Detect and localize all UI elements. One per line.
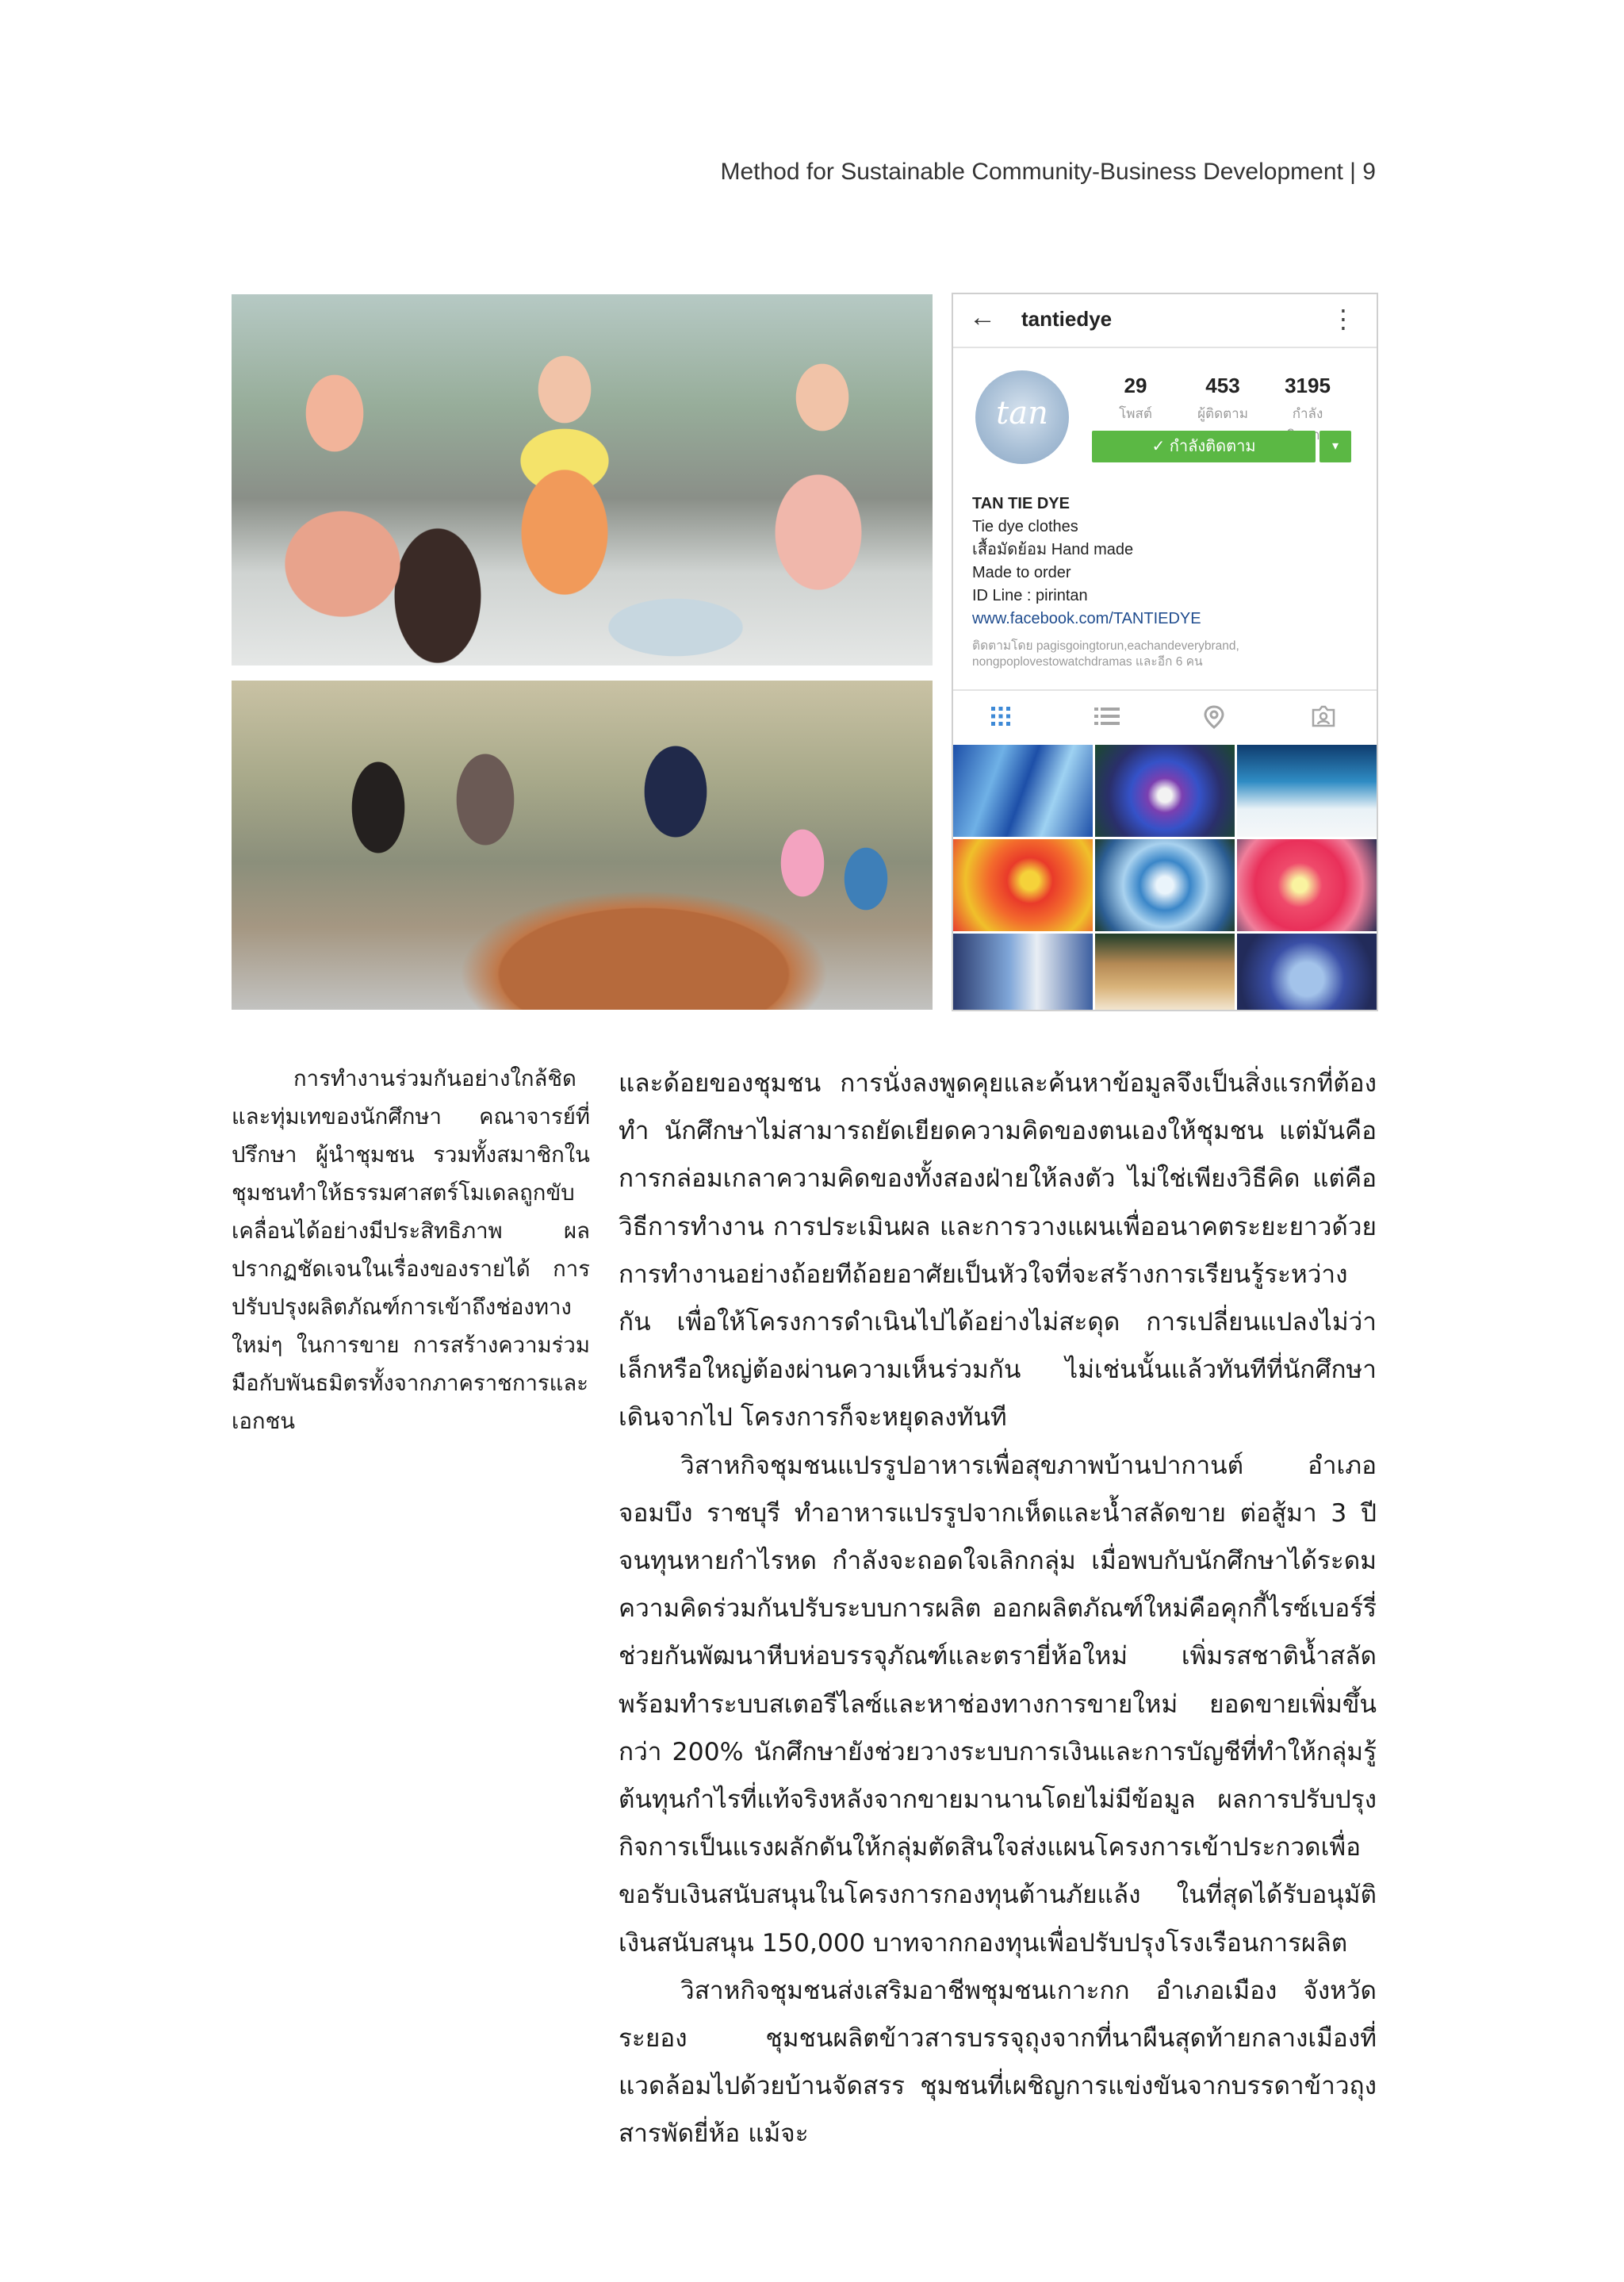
posts-count: 29: [1124, 374, 1147, 397]
followers-stat[interactable]: [1187, 374, 1258, 424]
body-paragraph: วิสาหกิจชุมชนส่งเสริมอาชีพชุมชนเกาะกก อำเภอเมือง จังหวัดระยอง ชุมชนผลิตข้าวสารบรรจุถุงจากที่นาผืนสุดท้ายกลางเมืองที่แวดล้อมไปด้วยบ้านจัดสรร ชุมชนที่เผชิญการแข่งขันจากบรรดาข้าวถุงสารพัดยี่ห้อ แม้จะ: [619, 1976, 1377, 2149]
sidebar-note: [232, 1060, 590, 1440]
post-thumbnail[interactable]: [1237, 745, 1377, 837]
instagram-top-bar: [953, 294, 1377, 348]
followed-by-text: [972, 637, 1361, 672]
profile-tabs: [953, 689, 1377, 743]
following-label: กำลัง า: [1292, 406, 1323, 443]
community-mushroom-photo: [232, 681, 933, 1010]
followed-by-line: ติดตามโดย pagisgoingtorun,eachandeverybrand,: [972, 639, 1239, 653]
body-paragraph: วิสาหกิจชุมชนแปรรูปอาหารเพื่อสุขภาพบ้านปากานต์ อำเภอจอมบึง ราชบุรี ทำอาหารแปรรูปจากเห็ดและน้ำสลัดขาย ต่อสู้มา 3 ปีจนทุนหายกำไรหด กำลังจะถอดใจเลิกกลุ่ม เมื่อพบกับนักศึกษาได้ระดมความคิดร่วมกันปรับระบบการผลิต ออกผลิตภัณฑ์ใหม่คือคุกกี้ไรซ์เบอร์รี่ ช่วยกันพัฒนาหีบห่อบรรจุภัณฑ์และตรายี่ห้อใหม่ เพิ่มรสชาติน้ำสลัด พร้อมทำระบบสเตอรีไลซ์และหาช่องทางการขายใหม่ ยอดขายเพิ่มขึ้นกว่า 200% นักศึกษายังช่วยวางระบบการเงินและการบัญชีที่ทำให้กลุ่มรู้ต้นทุนกำไรที่แท้จริงหลังจากขายมานานโดยไม่มีข้อมูล ผลการปรับปรุงกิจการเป็นแรงผลักดันให้กลุ่มตัดสินใจส่งแผนโครงการเข้าประกวดเพื่อขอรับเงินสนับสนุนในโครงการกองทุนต้านภัยแล้ง ในที่สุดได้รับอนุมัติเงินสนับสนุน 150,000 บาทจากกองทุนเพื่อปรับปรุงโรงเรือนการผลิต: [619, 1451, 1377, 1958]
grid-icon[interactable]: [990, 705, 1012, 733]
profile-bio: [972, 493, 1361, 672]
more-options-icon[interactable]: ⋮: [1331, 305, 1356, 333]
bio-line: เสื้อมัดย้อม Hand made: [972, 541, 1134, 558]
following-count: 3195: [1285, 374, 1331, 397]
bio-line: Made to order: [972, 564, 1071, 581]
posts-stat[interactable]: [1100, 374, 1171, 424]
post-thumbnail[interactable]: [1237, 934, 1377, 1010]
profile-username: tantiedye: [1021, 307, 1113, 331]
bio-name: TAN TIE DYE: [972, 495, 1070, 512]
body-paragraph: และด้อยของชุมชน การนั่งลงพูดคุยและค้นหาข้อมูลจึงเป็นสิ่งแรกที่ต้องทำ นักศึกษาไม่สามารถยัดเยียดความคิดของตนเองให้ชุมชน แต่มันคือการกล่อมเกลาความคิดของทั้งสองฝ่ายให้ลงตัว ไม่ใช่เพียงวิธีคิด แต่คือวิธีการทำงาน การประเมินผล และการวางแผนเพื่ออนาคตระยะยาวด้วย การทำงานอย่างถ้อยทีถ้อยอาศัยเป็นหัวใจที่จะสร้างการเรียนรู้ระหว่างกัน เพื่อให้โครงการดำเนินไปได้อย่างไม่สะดุด การเปลี่ยนแปลงไม่ว่าเล็กหรือใหญ่ต้องผ่านความเห็นร่วมกัน ไม่เช่นนั้นแล้วทันทีที่นักศึกษาเดินจากไป โครงการก็จะหยุดลงทันที: [619, 1069, 1377, 1432]
tagged-icon[interactable]: [1312, 705, 1335, 733]
body-text: [619, 1060, 1377, 2158]
running-header: Method for Sustainable Community-Business Development | 9: [720, 159, 1376, 185]
post-thumbnail[interactable]: [1237, 839, 1377, 931]
followed-by-line: nongpoplovestowatchdramas และอีก 6 คน: [972, 655, 1203, 669]
bio-link[interactable]: www.facebook.com/TANTIEDYE: [972, 610, 1201, 627]
following-button[interactable]: ✓ กำลังติดตาม: [1092, 431, 1316, 462]
back-arrow-icon[interactable]: ←: [969, 302, 996, 332]
post-thumbnail[interactable]: [1095, 745, 1235, 837]
post-thumbnail[interactable]: [953, 745, 1093, 837]
followers-label: ผู้ติดตาม: [1197, 406, 1248, 421]
workshop-photo: [232, 294, 933, 665]
post-thumbnail[interactable]: [1095, 839, 1235, 931]
bio-line: Tie dye clothes: [972, 518, 1078, 535]
list-icon[interactable]: [1094, 705, 1120, 733]
posts-label: โพสต์: [1119, 406, 1152, 421]
location-icon[interactable]: [1204, 705, 1224, 734]
post-thumbnail[interactable]: [953, 839, 1093, 931]
post-thumbnail[interactable]: [1095, 934, 1235, 1010]
post-thumbnail[interactable]: [953, 934, 1093, 1010]
bio-line: ID Line : pirintan: [972, 587, 1088, 604]
instagram-profile-screenshot: [953, 294, 1377, 1010]
chevron-down-icon[interactable]: ▾: [1320, 431, 1351, 462]
sidebar-paragraph: การทำงานร่วมกันอย่างใกล้ชิดและทุ่มเทของนักศึกษา คณาจารย์ที่ปรึกษา ผู้นำชุมชน รวมทั้งสมาชิกในชุมชนทำให้ธรรมศาสตร์โมเดลถูกขับเคลื่อนได้อย่างมีประสิทธิภาพ ผลปรากฏชัดเจนในเรื่องของรายได้ การปรับปรุงผลิตภัณฑ์การเข้าถึงช่องทางใหม่ๆ ในการขาย การสร้างความร่วมมือกับพันธมิตรทั้งจากภาคราชการและเอกชน: [232, 1066, 590, 1434]
followers-count: 453: [1205, 374, 1240, 397]
post-grid: [953, 745, 1377, 1010]
avatar[interactable]: tan: [975, 370, 1069, 464]
